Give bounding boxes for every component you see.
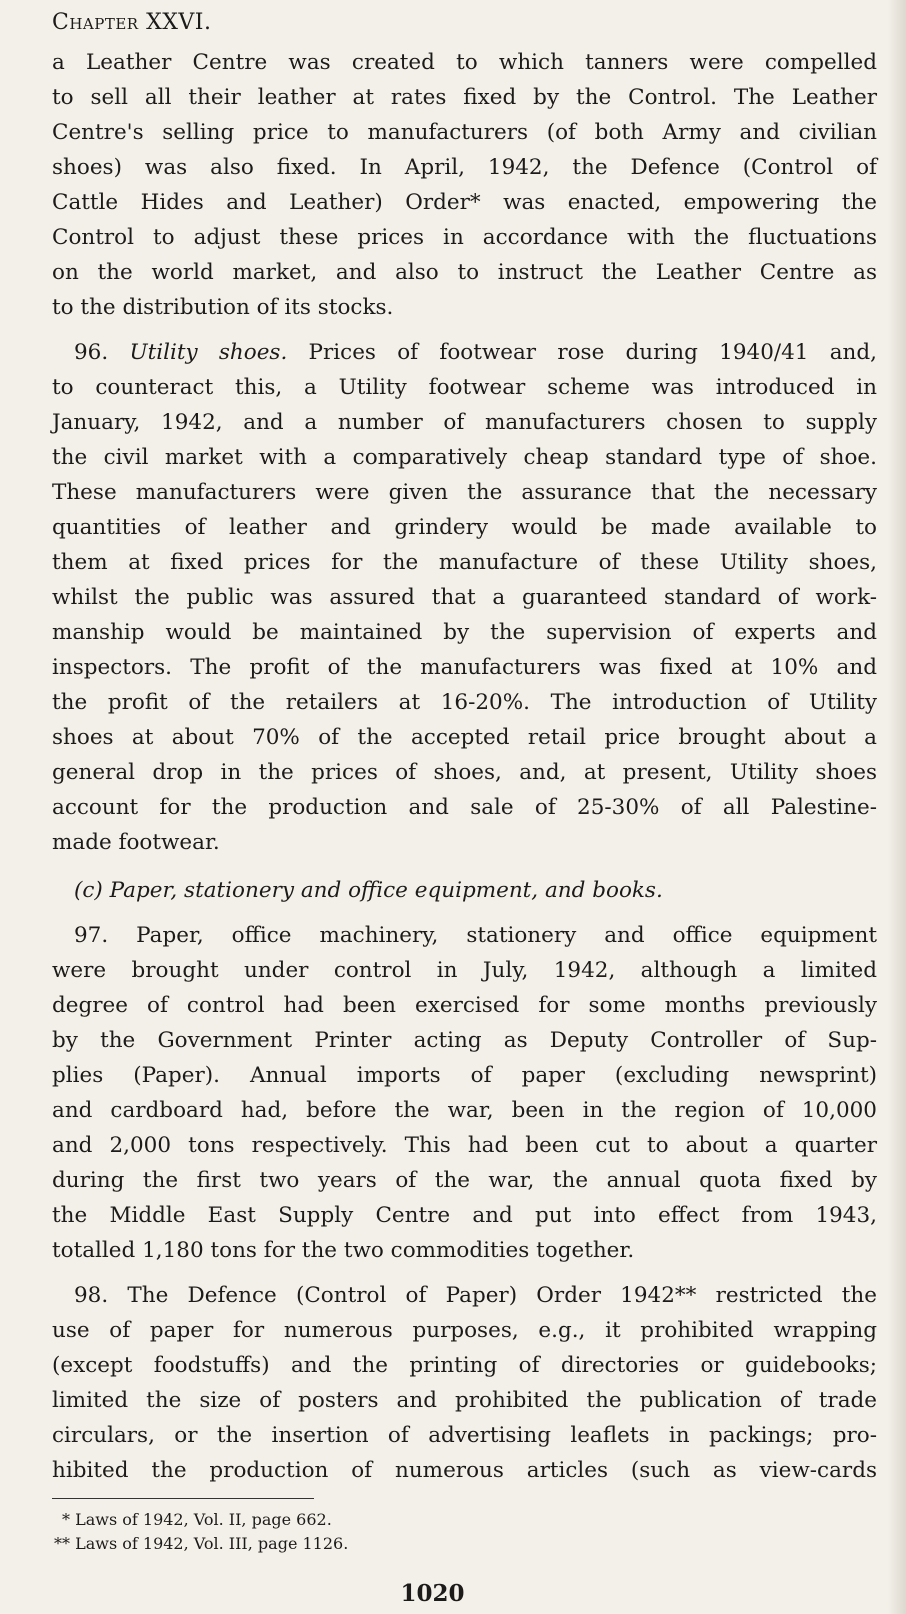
page-edge-shadow xyxy=(888,0,906,1614)
text-line: the civil market with a comparatively cheap standard type of shoe. xyxy=(52,445,877,470)
text-line: shoes) was also fixed. In April, 1942, the Defence (Control of xyxy=(52,155,877,180)
text-line: the Middle East Supply Centre and put into effect from 1943, xyxy=(52,1203,877,1228)
text-line: account for the production and sale of 25-30% of all Palestine- xyxy=(52,795,877,820)
paragraph-leather-centre xyxy=(52,45,877,325)
text-line: made footwear. xyxy=(52,830,220,855)
text-line: These manufacturers were given the assurance that the necessary xyxy=(52,480,877,505)
text-line: circulars, or the insertion of advertising leaflets in packings; pro- xyxy=(52,1423,877,1448)
text-line: degree of control had been exercised for some months previously xyxy=(52,993,877,1018)
text-line: general drop in the prices of shoes, and, at present, Utility shoes xyxy=(52,760,877,785)
text-line: to the distribution of its stocks. xyxy=(52,295,394,320)
text-line: by the Government Printer acting as Deputy Controller of Sup- xyxy=(52,1028,877,1053)
text-line: Control to adjust these prices in accordance with the fluctuations xyxy=(52,225,877,250)
text-line: a Leather Centre was created to which tanners were compelled xyxy=(52,50,877,75)
line-text: Prices of footwear rose during 1940/41 and, xyxy=(287,340,877,365)
text-line: to counteract this, a Utility footwear scheme was introduced in xyxy=(52,375,877,400)
page-number: 1020 xyxy=(400,1580,465,1607)
text-line: (except foodstuffs) and the printing of directories or guidebooks; xyxy=(52,1353,877,1378)
footnote-1: * Laws of 1942, Vol. II, page 662. xyxy=(62,1510,332,1529)
paragraph-number: 96. xyxy=(74,340,130,365)
text-line: inspectors. The profit of the manufacturers was fixed at 10% and xyxy=(52,655,877,680)
chapter-header: Chapter XXVI. xyxy=(52,10,212,35)
text-line: and cardboard had, before the war, been in the region of 10,000 xyxy=(52,1098,877,1123)
text-line: on the world market, and also to instruct the Leather Centre as xyxy=(52,260,877,285)
text-line: them at fixed prices for the manufacture of these Utility shoes, xyxy=(52,550,877,575)
text-line: January, 1942, and a number of manufacturers chosen to supply xyxy=(52,410,877,435)
paragraph-title: Utility shoes. xyxy=(129,340,288,365)
paragraph-98-paper-order xyxy=(52,1278,877,1488)
text-line: (c) Paper, stationery and office equipment, and books. xyxy=(74,878,663,903)
text-line: 98. The Defence (Control of Paper) Order 1942** restricted the xyxy=(74,1283,877,1308)
footnotes xyxy=(54,1508,349,1556)
text-line: the profit of the retailers at 16-20%. The introduction of Utility xyxy=(52,690,877,715)
text-line: quantities of leather and grindery would be made available to xyxy=(52,515,877,540)
footnote-2: ** Laws of 1942, Vol. III, page 1126. xyxy=(54,1534,349,1553)
text-line: 97. Paper, office machinery, stationery and office equipment xyxy=(74,923,877,948)
text-line: during the first two years of the war, the annual quota fixed by xyxy=(52,1168,877,1193)
text-line: and 2,000 tons respectively. This had been cut to about a quarter xyxy=(52,1133,877,1158)
text-line: were brought under control in July, 1942, although a limited xyxy=(52,958,877,983)
paragraph-96-utility-shoes xyxy=(52,335,877,860)
text-line: Cattle Hides and Leather) Order* was enacted, empowering the xyxy=(52,190,877,215)
text-line: whilst the public was assured that a guaranteed standard of work- xyxy=(52,585,877,610)
text-line: Centre's selling price to manufacturers (of both Army and civilian xyxy=(52,120,877,145)
text-line: to sell all their leather at rates fixed by the Control. The Leather xyxy=(52,85,877,110)
paragraph-97-paper xyxy=(52,918,877,1268)
section-heading-paper xyxy=(52,873,877,908)
text-line xyxy=(52,335,877,370)
text-line: shoes at about 70% of the accepted retail price brought about a xyxy=(52,725,877,750)
text-line: plies (Paper). Annual imports of paper (excluding newsprint) xyxy=(52,1063,877,1088)
footnote-divider xyxy=(52,1498,314,1499)
text-line: use of paper for numerous purposes, e.g., it prohibited wrapping xyxy=(52,1318,877,1343)
text-line: manship would be maintained by the supervision of experts and xyxy=(52,620,877,645)
text-line: hibited the production of numerous articles (such as view-cards xyxy=(52,1458,877,1483)
text-line: totalled 1,180 tons for the two commodities together. xyxy=(52,1238,635,1263)
text-line: limited the size of posters and prohibited the publication of trade xyxy=(52,1388,877,1413)
